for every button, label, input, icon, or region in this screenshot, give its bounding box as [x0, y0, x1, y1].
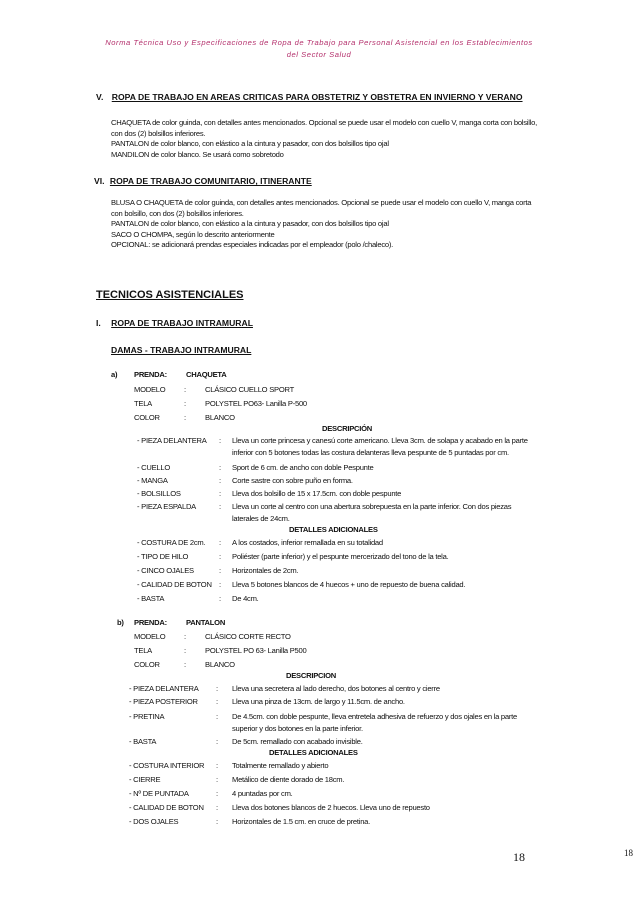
item-b-det-label: - CALIDAD DE BOTON	[129, 803, 204, 812]
section-i-number: I.	[96, 318, 101, 328]
item-b-letter: b)	[117, 618, 124, 627]
item-a-det-label: - CALIDAD DE BOTON	[137, 580, 212, 589]
item-a-det-value: Lleva 5 botones blancos de 4 huecos + uno de repuesto de buena calidad.	[232, 580, 466, 589]
item-a-desc-line: laterales de 24cm.	[232, 514, 290, 523]
item-a-det-sep: :	[219, 538, 221, 547]
item-a-det-label: - COSTURA DE 2cm.	[137, 538, 206, 547]
item-b-det-sep: :	[216, 789, 218, 798]
section-i-title: ROPA DE TRABAJO INTRAMURAL	[111, 318, 253, 328]
tecnicos-heading: TECNICOS ASISTENCIALES	[96, 289, 244, 301]
item-a-spec-sep: :	[184, 413, 186, 422]
item-b-det-value: Lleva dos botones blancos de 2 huecos. Lleva uno de repuesto	[232, 803, 430, 812]
damas-heading: DAMAS - TRABAJO INTRAMURAL	[111, 345, 252, 355]
item-b-desc-line: De 5cm. remallado con acabado invisible.	[232, 737, 363, 746]
section-v-body	[111, 118, 537, 160]
section-i-heading	[96, 318, 253, 328]
document-header	[40, 37, 598, 61]
item-a-desc-sep: :	[219, 436, 221, 445]
item-a-det-heading: DETALLES ADICIONALES	[289, 525, 378, 534]
item-b-det-label: - COSTURA INTERIOR	[129, 761, 205, 770]
item-b-det-label: - DOS OJALES	[129, 817, 179, 826]
item-b-desc-sep: :	[216, 684, 218, 693]
item-b-desc-line: Lleva una secretera al lado derecho, dos botones al centro y cierre	[232, 684, 440, 693]
item-b-spec-value: BLANCO	[205, 660, 235, 669]
section-v-line: PANTALON de color blanco, con elástico a la cintura y pasador, con dos bolsillos tipo ojal	[111, 139, 389, 148]
item-a-desc-label: - MANGA	[137, 476, 168, 485]
item-b-det-value: 4 puntadas por cm.	[232, 789, 293, 798]
item-b-det-label: - CIERRE	[129, 775, 161, 784]
section-vi-line: OPCIONAL: se adicionará prendas especiales indicadas por el empleador (polo /chaleco).	[111, 240, 393, 249]
item-b-spec-value: POLYSTEL PO 63- Lanilla P500	[205, 646, 307, 655]
item-a-det-label: - CINCO OJALES	[137, 566, 194, 575]
item-a-det-sep: :	[219, 566, 221, 575]
item-a-desc-heading: DESCRIPCIÓN	[322, 424, 372, 433]
item-a-det-sep: :	[219, 594, 221, 603]
item-b-desc-label: - BASTA	[129, 737, 157, 746]
item-a-prenda-label: PRENDA:	[134, 370, 167, 379]
item-a-desc-line: inferior con 5 botones todas las costura delanteras lleva pespunte de 5 puntadas por cm.	[232, 448, 509, 457]
item-b-det-heading: DETALLES ADICIONALES	[269, 748, 358, 757]
section-vi-line: PANTALON de color blanco, con elástico a la cintura y pasador, con dos bolsillos tipo ojal	[111, 219, 389, 228]
item-a-desc-sep: :	[219, 502, 221, 511]
item-a-spec-value: BLANCO	[205, 413, 235, 422]
item-b-spec-sep: :	[184, 660, 186, 669]
item-a-det-value: Poliéster (parte inferior) y el pespunte mercerizado del tono de la tela.	[232, 552, 449, 561]
item-a-desc-sep: :	[219, 463, 221, 472]
section-vi-title: ROPA DE TRABAJO COMUNITARIO, ITINERANTE	[109, 176, 312, 186]
item-b-det-sep: :	[216, 817, 218, 826]
item-b-spec-label: COLOR	[134, 660, 160, 669]
page-number-margin: 18	[624, 848, 633, 858]
item-a-spec-label: COLOR	[134, 413, 160, 422]
item-b-det-value: Totalmente remallado y abierto	[232, 761, 329, 770]
item-b-desc-label: - PIEZA POSTERIOR	[129, 697, 198, 706]
item-a-desc-line: Corte sastre con sobre puño en forma.	[232, 476, 353, 485]
item-a-spec-value: CLÁSICO CUELLO SPORT	[205, 385, 294, 394]
item-a-spec-label: TELA	[134, 399, 152, 408]
section-v-number: V.	[96, 92, 104, 102]
item-b-desc-sep: :	[216, 737, 218, 746]
item-b-desc-line: Lleva una pinza de 13cm. de largo y 11.5cm. de ancho.	[232, 697, 405, 706]
section-v-line: CHAQUETA de color guinda, con detalles antes mencionados. Opcional se puede usar el modelo con cuello V, manga corta con bolsillo,	[111, 118, 537, 127]
item-b-desc-sep: :	[216, 697, 218, 706]
item-b-desc-line: De 4.5cm. con doble pespunte, lleva entretela adhesiva de refuerzo y dos ojales en la parte	[232, 712, 517, 721]
item-a-det-sep: :	[219, 552, 221, 561]
item-b-spec-label: MODELO	[134, 632, 166, 641]
item-a-spec-label: MODELO	[134, 385, 166, 394]
section-v-title: ROPA DE TRABAJO EN AREAS CRITICAS PARA OBSTETRIZ Y OBSTETRA EN INVIERNO Y VERANO	[111, 92, 523, 102]
item-b-prenda-label: PRENDA:	[134, 618, 167, 627]
item-a-desc-line: Sport de 6 cm. de ancho con doble Pespunte	[232, 463, 374, 472]
section-v-line: MANDILON de color blanco. Se usará como sobretodo	[111, 149, 284, 159]
section-vi-number: VI.	[94, 176, 105, 186]
item-b-desc-heading: DESCRIPCION	[286, 671, 336, 680]
item-a-prenda-value: CHAQUETA	[186, 370, 227, 379]
header-line-2: del Sector Salud	[286, 50, 352, 59]
item-a-det-value: Horizontales de 2cm.	[232, 566, 299, 575]
item-b-det-sep: :	[216, 803, 218, 812]
item-b-desc-label: - PRETINA	[129, 712, 165, 721]
section-v-heading	[96, 92, 523, 102]
item-a-desc-label: - CUELLO	[137, 463, 171, 472]
item-b-det-sep: :	[216, 775, 218, 784]
item-a-det-value: A los costados, inferior remallada en su totalidad	[232, 538, 383, 547]
item-a-det-label: - BASTA	[137, 594, 165, 603]
section-vi-heading	[94, 176, 312, 186]
section-vi-line: con bolsillo, con dos (2) bolsillos inferiores.	[111, 208, 244, 218]
section-vi-body	[111, 198, 531, 251]
section-v-line: con dos (2) bolsillos inferiores.	[111, 128, 206, 138]
item-a-desc-label: - BOLSILLOS	[137, 489, 181, 498]
section-vi-line: SACO O CHOMPA, según lo descrito anteriormente	[111, 229, 275, 239]
item-a-desc-line: Lleva un corte princesa y canesú corte americano. Lleva 3cm. de solapa y acabado en la parte	[232, 436, 528, 445]
item-a-det-label: - TIPO DE HILO	[137, 552, 189, 561]
item-b-spec-label: TELA	[134, 646, 152, 655]
item-a-det-sep: :	[219, 580, 221, 589]
item-a-desc-line: Lleva un corte al centro con una abertura sobrepuesta en la parte inferior. Con dos piezas	[232, 502, 512, 511]
section-vi-line: BLUSA O CHAQUETA de color guinda, con detalles antes mencionados. Opcional se puede usar el modelo con cuello V, manga corta	[111, 198, 532, 207]
item-b-prenda-value: PANTALON	[186, 618, 226, 627]
item-a-letter: a)	[111, 370, 118, 379]
item-b-desc-sep: :	[216, 712, 218, 721]
item-b-spec-sep: :	[184, 646, 186, 655]
item-b-spec-sep: :	[184, 632, 186, 641]
item-a-desc-label: - PIEZA ESPALDA	[137, 502, 196, 511]
item-b-det-value: Horizontales de 1.5 cm. en cruce de pretina.	[232, 817, 371, 826]
item-b-det-label: - Nº DE PUNTADA	[129, 789, 189, 798]
header-line-1: Norma Técnica Uso y Especificaciones de Ropa de Trabajo para Personal Asistencial en los Establecimientos	[105, 38, 533, 47]
item-a-spec-sep: :	[184, 399, 186, 408]
item-a-desc-line: Lleva dos bolsillo de 15 x 17.5cm. con doble pespunte	[232, 489, 402, 498]
item-b-spec-value: CLÁSICO CORTE RECTO	[205, 632, 291, 641]
item-b-desc-line: superior y dos botones en la parte inferior.	[232, 724, 363, 733]
item-a-spec-value: POLYSTEL PO63- Lanilla P-500	[205, 399, 307, 408]
item-a-desc-label: - PIEZA DELANTERA	[137, 436, 207, 445]
page-number: 18	[513, 850, 525, 864]
item-a-desc-sep: :	[219, 476, 221, 485]
item-a-det-value: De 4cm.	[232, 594, 259, 603]
item-a-desc-sep: :	[219, 489, 221, 498]
item-a-spec-sep: :	[184, 385, 186, 394]
item-b-desc-label: - PIEZA DELANTERA	[129, 684, 199, 693]
item-b-det-value: Metálico de diente dorado de 18cm.	[232, 775, 345, 784]
item-b-det-sep: :	[216, 761, 218, 770]
